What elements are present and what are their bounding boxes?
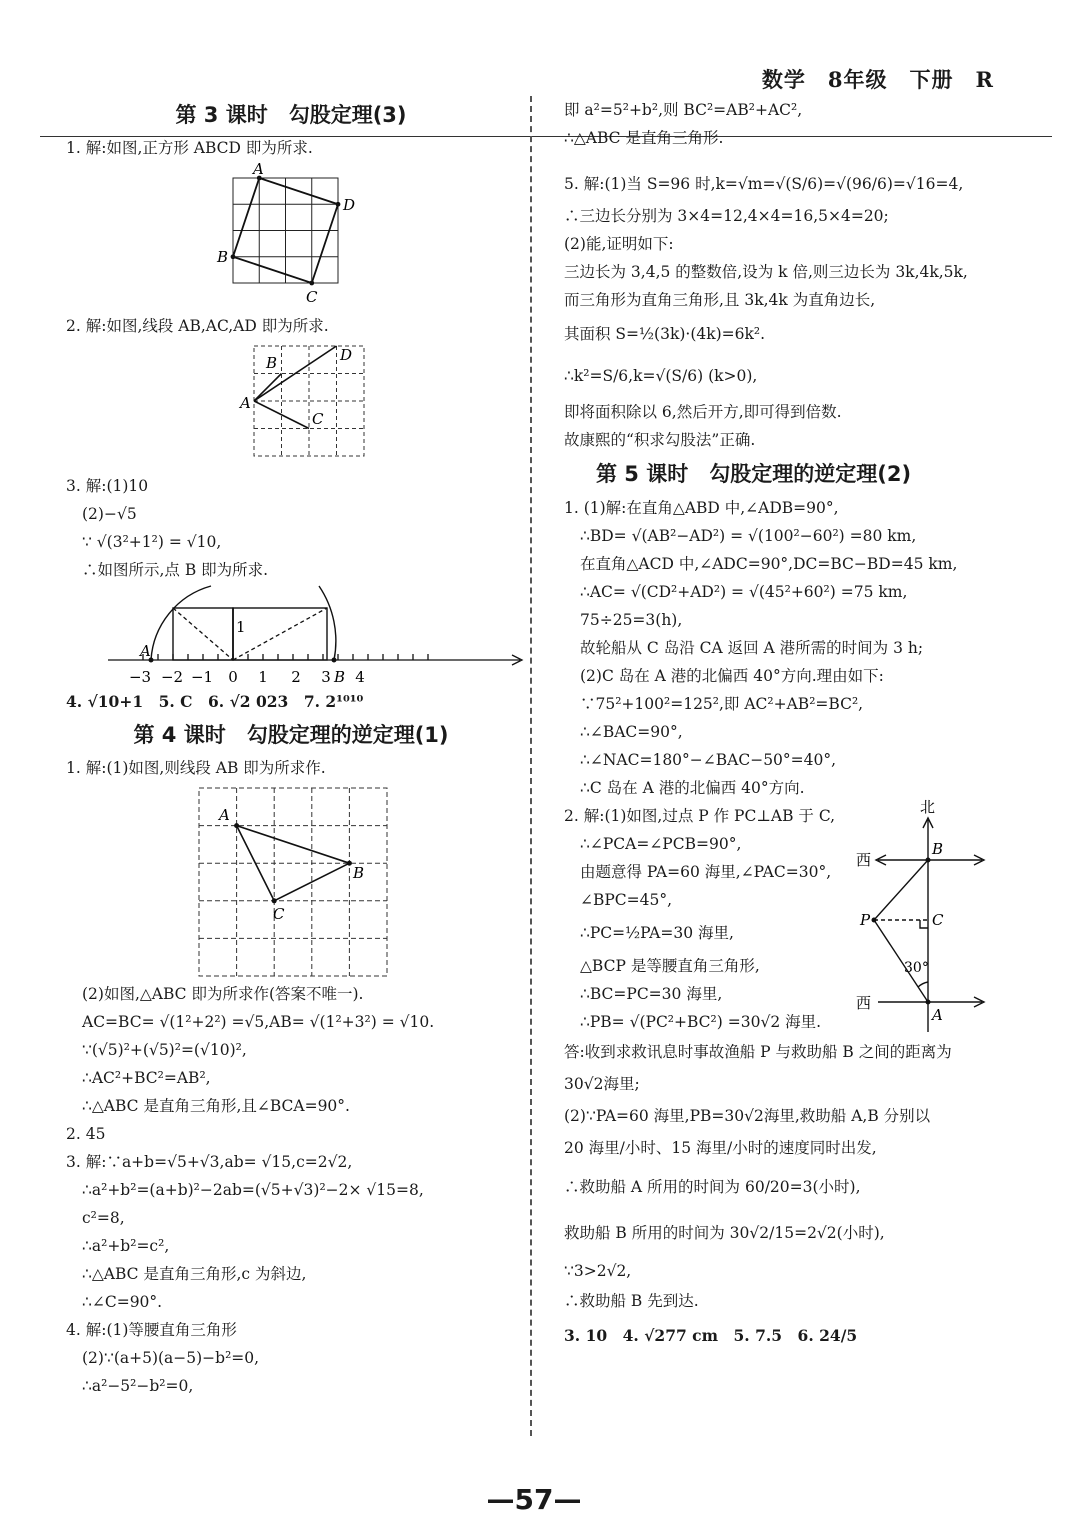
text-line: ∴PB= √(PC²+BC²) =30√2 海里.	[580, 1013, 822, 1031]
text-line: ∵ √(3²+1²) = √10,	[82, 533, 222, 551]
text-line: ∵(√5)²+(√5)²=(√10)²,	[82, 1041, 247, 1059]
text-line: ∴△ABC 是直角三角形,c 为斜边,	[82, 1265, 307, 1283]
text-line: ∴△ABC 是直角三角形.	[564, 129, 724, 147]
figure-triangle-grid	[191, 782, 391, 980]
figure-rescue-diagram	[856, 794, 1006, 1044]
text-line: ∴k²=S/6,k=√(S/6) (k>0),	[564, 367, 758, 385]
tick-label: −1	[190, 668, 214, 684]
label-a: A	[140, 642, 151, 660]
text-line: ∴PC=½PA=30 海里,	[580, 924, 734, 942]
text-line: 由题意得 PA=60 海里,∠PAC=30°,	[580, 863, 832, 881]
tick-label: 2	[291, 668, 301, 684]
text-line: 3. 10 4. √277 cm 5. 7.5 6. 24/5	[564, 1326, 858, 1345]
text-line: 2. 解:(1)如图,过点 P 作 PC⊥AB 于 C,	[564, 807, 836, 825]
label-b: B	[217, 248, 229, 266]
label-west-bottom: 西	[856, 994, 872, 1012]
text-line: ∴救助船 B 先到达.	[564, 1292, 699, 1310]
left-column	[66, 96, 516, 1400]
text-line: 75÷25=3(h),	[580, 611, 683, 629]
text-line: 三边长为 3,4,5 的整数倍,设为 k 倍,则三边长为 3k,4k,5k,	[564, 263, 968, 281]
text-line: ∴△ABC 是直角三角形,且∠BCA=90°.	[82, 1097, 350, 1115]
label-c: C	[273, 905, 285, 923]
label-angle: 30°	[904, 960, 929, 976]
text-line: 答:收到求救讯息时事故渔船 P 与救助船 B 之间的距离为	[564, 1043, 952, 1061]
label-c: C	[932, 911, 944, 929]
label-p: P	[860, 911, 871, 929]
text-line: ∴BC=PC=30 海里,	[580, 985, 723, 1003]
text-line: △BCP 是等腰直角三角形,	[580, 957, 760, 975]
tick-label: 1	[258, 668, 268, 684]
label-a: A	[932, 1006, 943, 1024]
text-line: 20 海里/小时、15 海里/小时的速度同时出发,	[564, 1139, 877, 1157]
text-line: AC=BC= √(1²+2²) =√5,AB= √(1²+3²) = √10.	[82, 1013, 435, 1031]
label-b: B	[353, 864, 365, 882]
right-column	[564, 96, 1034, 1356]
text-line: 其面积 S=½(3k)·(4k)=6k².	[564, 325, 766, 343]
label-west-top: 西	[856, 851, 872, 869]
ticks	[143, 654, 428, 660]
text-line: ∴BD= √(AB²−AD²) = √(100²−60²) =80 km,	[580, 527, 917, 545]
text-line: ∴∠BAC=90°,	[580, 723, 683, 741]
text-line: ∴C 岛在 A 港的北偏西 40°方向.	[580, 779, 805, 797]
text-line: 4. √10+1 5. C 6. √2 023 7. 2¹⁰¹⁰	[66, 692, 364, 711]
label-d: D	[343, 196, 356, 214]
text-line: (2)如图,△ABC 即为所求作(答案不唯一).	[82, 985, 364, 1003]
label-c: C	[306, 288, 318, 306]
text-line: ∴AC= √(CD²+AD²) = √(45²+60²) =75 km,	[580, 583, 908, 601]
column-divider	[530, 96, 532, 1436]
label-a: A	[219, 806, 230, 824]
text-line: 3. 解:∵a+b=√5+√3,ab= √15,c=2√2,	[66, 1153, 353, 1171]
label-one: 1	[236, 618, 246, 636]
text-line: ∴a²+b²=c²,	[82, 1237, 170, 1255]
text-line: (2)−√5	[82, 505, 137, 523]
label-d: D	[340, 346, 353, 364]
tick-label: 3	[321, 668, 331, 684]
text-line: 在直角△ACD 中,∠ADC=90°,DC=BC−BD=45 km,	[580, 555, 958, 573]
text-line: 1. (1)解:在直角△ABD 中,∠ADB=90°,	[564, 499, 839, 517]
segment-ab	[254, 374, 282, 402]
text-line: ∵3>2√2,	[564, 1262, 632, 1280]
label-a: A	[240, 394, 251, 412]
label-b: B	[266, 354, 278, 372]
tick-label: −3	[128, 668, 152, 684]
label-b: B	[932, 840, 944, 858]
text-line: 而三角形为直角三角形,且 3k,4k 为直角边长,	[564, 291, 876, 309]
label-b: B	[334, 668, 346, 684]
label-c: C	[312, 410, 324, 428]
text-line: 4. 解:(1)等腰直角三角形	[66, 1321, 237, 1339]
text-line: 1. 解:如图,正方形 ABCD 即为所求.	[66, 139, 313, 157]
figure-number-line	[102, 584, 542, 684]
text-line: ∠BPC=45°,	[580, 891, 673, 909]
page-header: 数学 8年级 下册 R	[761, 67, 994, 92]
tick-labels	[129, 668, 365, 684]
section-title-3: 第 3 课时 勾股定理(3)	[175, 103, 407, 127]
text-line: ∴如图所示,点 B 即为所求.	[82, 561, 269, 579]
figure-square-abcd	[211, 162, 371, 312]
text-line: (2)C 岛在 A 港的北偏西 40°方向.理由如下:	[580, 667, 884, 685]
text-line: 故康熙的“积求勾股法”正确.	[564, 431, 756, 449]
text-line: (2)能,证明如下:	[564, 235, 674, 253]
text-line: ∴∠PCA=∠PCB=90°,	[580, 835, 742, 853]
text-line: 即 a²=5²+b²,则 BC²=AB²+AC²,	[564, 101, 803, 119]
text-line: ∴a²−5²−b²=0,	[82, 1377, 194, 1395]
tick-label: −2	[160, 668, 184, 684]
text-line: 2. 45	[66, 1125, 106, 1143]
text-line: ∵75²+100²=125²,即 AC²+AB²=BC²,	[580, 695, 864, 713]
problem-2-block	[564, 798, 1034, 1036]
section-title-5: 第 5 课时 勾股定理的逆定理(2)	[596, 462, 912, 486]
tick-label: 0	[228, 668, 238, 684]
grid	[233, 178, 338, 283]
section-title-4: 第 4 课时 勾股定理的逆定理(1)	[133, 723, 449, 747]
figure-segments	[216, 340, 366, 468]
page-number: —57—	[486, 1483, 582, 1516]
label-north: 北	[920, 798, 936, 816]
text-line: 30√2海里;	[564, 1075, 640, 1093]
text-line: 故轮船从 C 岛沿 CA 返回 A 港所需的时间为 3 h;	[580, 639, 924, 657]
text-line: 即将面积除以 6,然后开方,即可得到倍数.	[564, 403, 842, 421]
text-line: 救助船 B 所用的时间为 30√2/15=2√2(小时),	[564, 1224, 885, 1242]
text-line: ∴∠NAC=180°−∠BAC−50°=40°,	[580, 751, 837, 769]
text-line: ∴a²+b²=(a+b)²−2ab=(√5+√3)²−2× √15=8,	[82, 1181, 424, 1199]
text-line: 5. 解:(1)当 S=96 时,k=√m=√(S/6)=√(96/6)=√16=4,	[564, 175, 964, 193]
tick-label: 4	[355, 668, 365, 684]
text-line: 3. 解:(1)10	[66, 477, 149, 495]
text-line: ∴三边长分别为 3×4=12,4×4=16,5×4=20;	[564, 207, 889, 225]
text-line: 2. 解:如图,线段 AB,AC,AD 即为所求.	[66, 317, 329, 335]
text-line: ∴∠C=90°.	[82, 1293, 163, 1311]
text-line: (2)∵(a+5)(a−5)−b²=0,	[82, 1349, 260, 1367]
text-line: ∴AC²+BC²=AB²,	[82, 1069, 211, 1087]
text-line: ∴救助船 A 所用的时间为 60/20=3(小时),	[564, 1178, 861, 1196]
text-line: (2)∵PA=60 海里,PB=30√2海里,救助船 A,B 分别以	[564, 1107, 931, 1125]
text-line: c²=8,	[82, 1209, 125, 1227]
label-a: A	[253, 162, 264, 178]
text-line: 1. 解:(1)如图,则线段 AB 即为所求作.	[66, 759, 326, 777]
triangle-abc	[237, 826, 350, 901]
